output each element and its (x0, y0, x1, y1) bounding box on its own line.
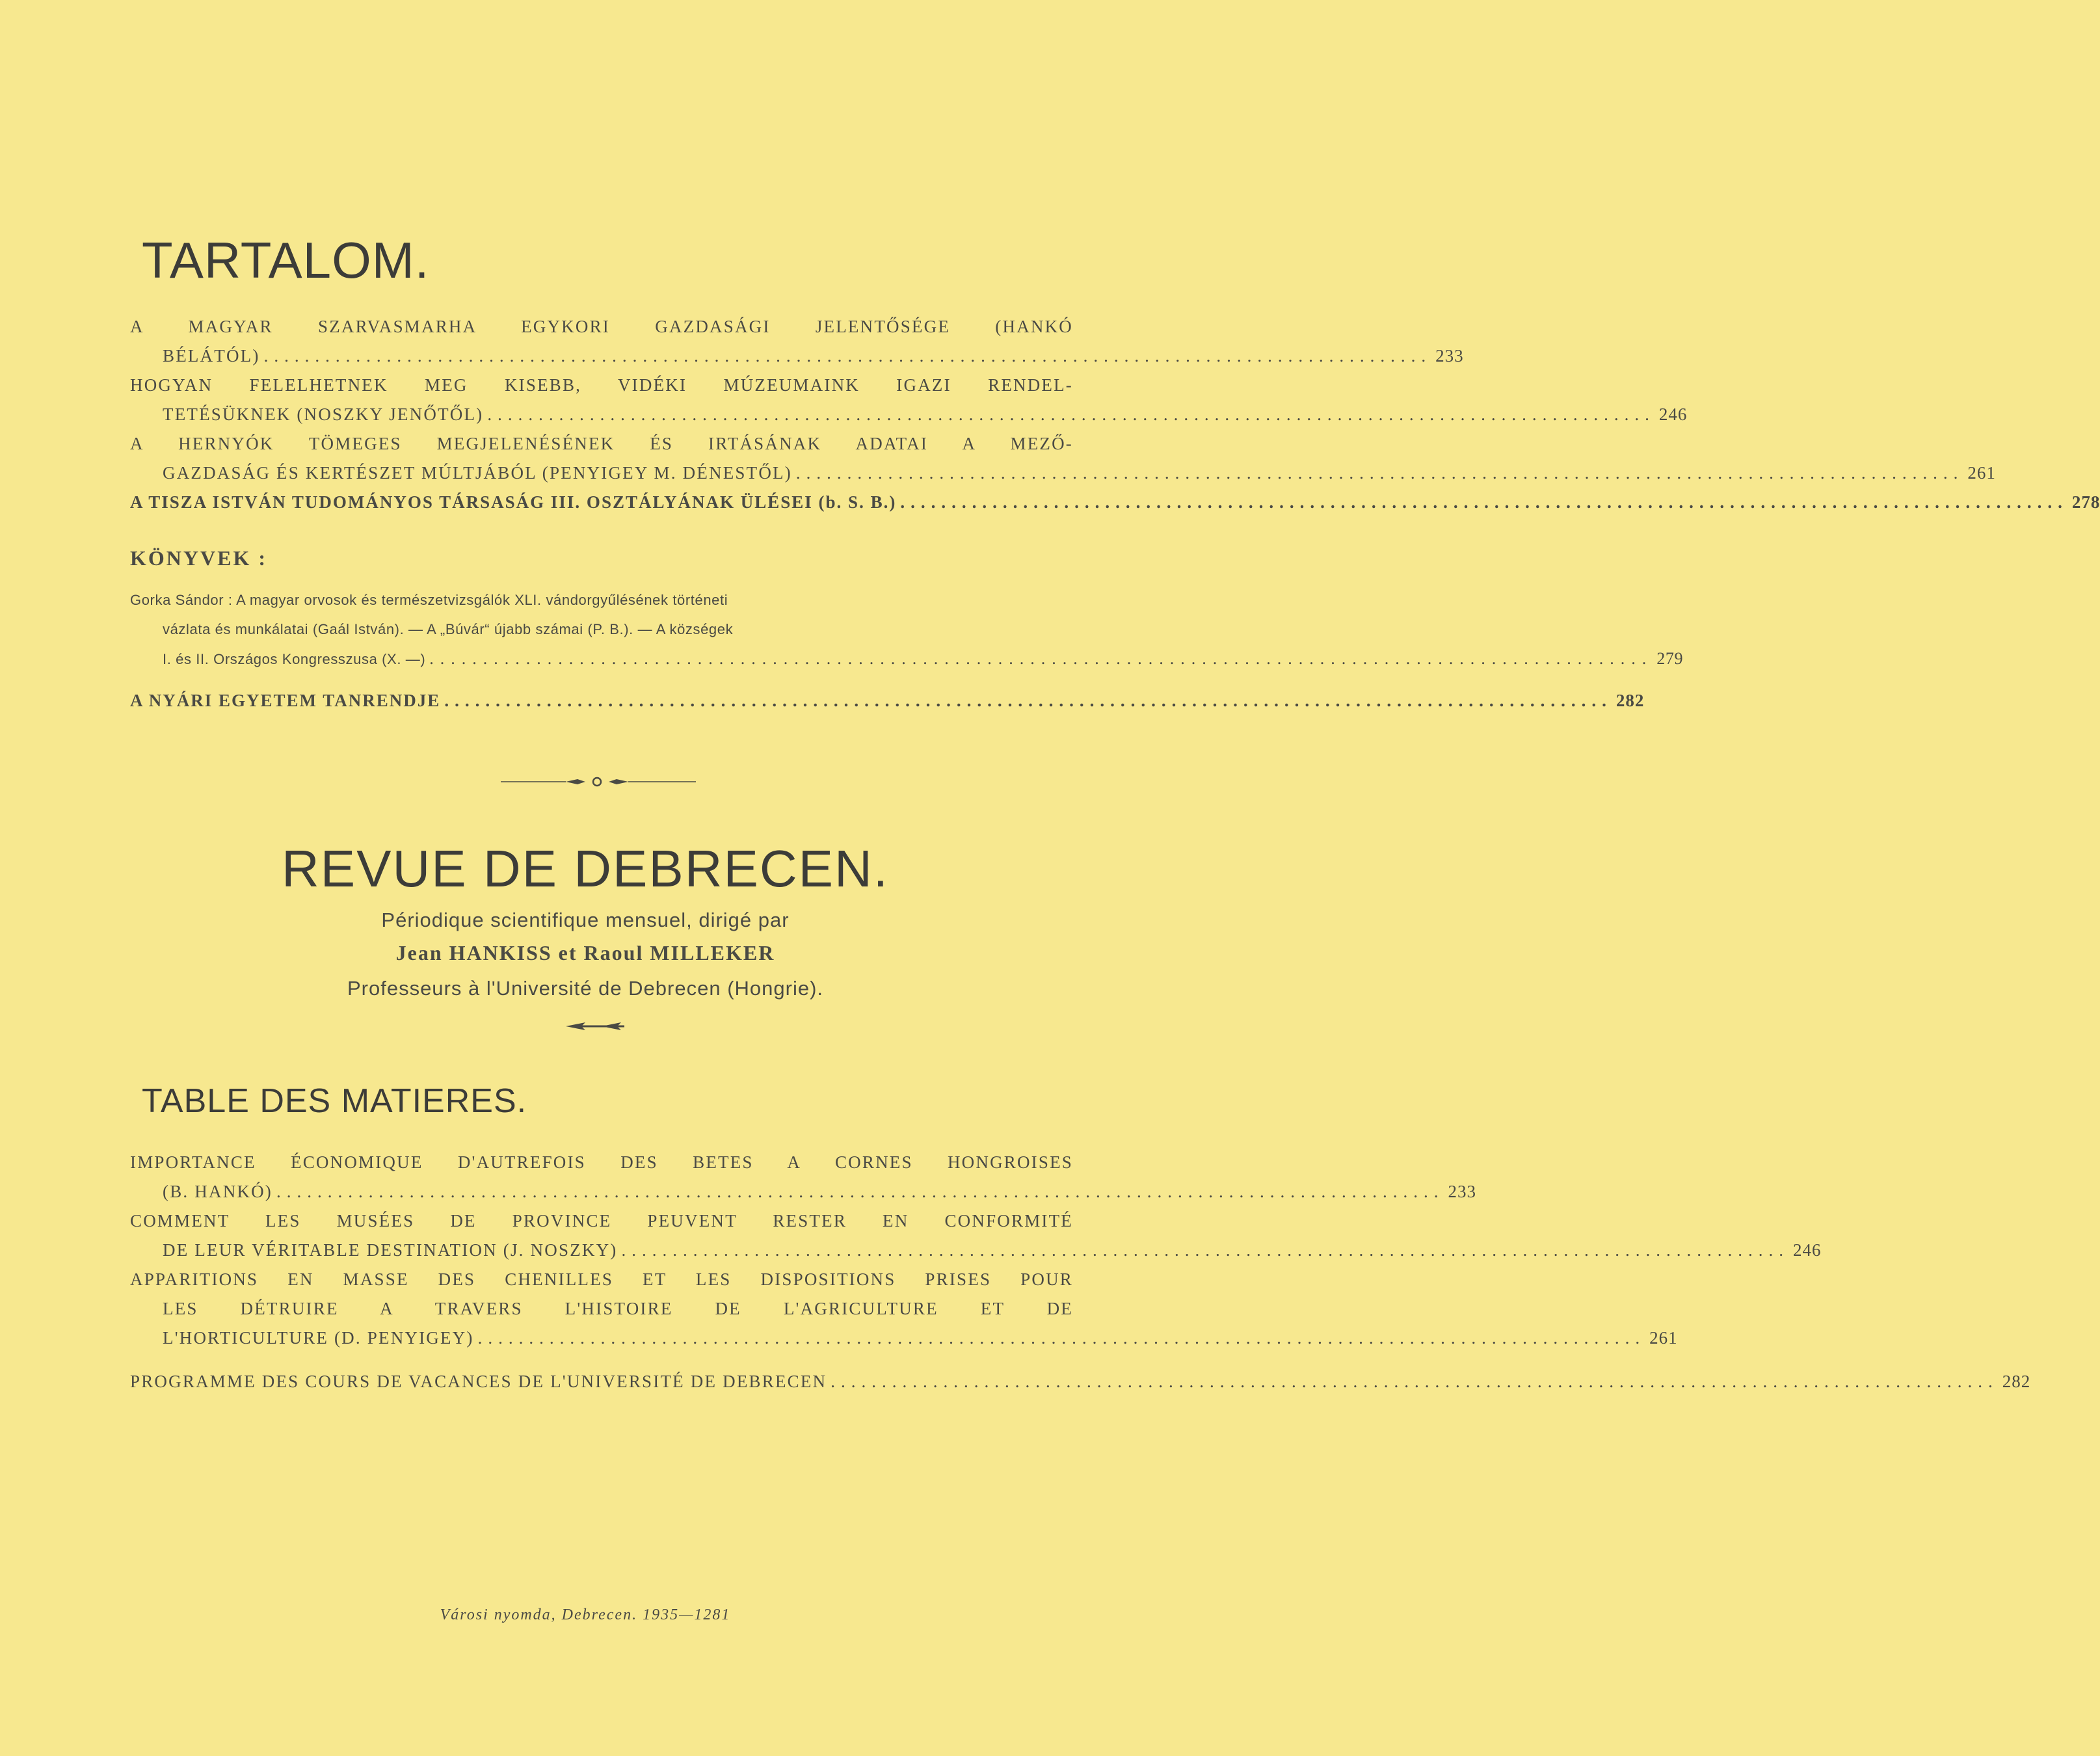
table-title: TABLE DES MATIERES. (142, 1082, 527, 1120)
toc-entry (130, 429, 1996, 488)
toc-entry-lead (130, 1324, 1678, 1353)
toc-entry-lead (130, 1367, 2031, 1396)
page-number: 261 (1967, 463, 1996, 483)
toc-entry (130, 1206, 1822, 1265)
toc-entry-line: TETÉSÜKNEK (NOSZKY JENŐTŐL) (163, 405, 484, 424)
books-entry-line: I. és II. Országos Kongresszusa (X. —) (163, 651, 426, 667)
toc-entry-lead (130, 686, 1645, 715)
hungarian-toc (130, 312, 2100, 517)
books-entry-line: Gorka Sándor : A magyar orvosok és természetvizsgálók XLI. vándorgyűlésének történeti (130, 592, 728, 608)
leader-dots: .................................................................................................................. (444, 691, 1612, 710)
leader-dots: .................................................................................................................. (831, 1372, 1999, 1391)
ornament-divider (501, 775, 696, 788)
toc-entry (130, 1265, 1678, 1353)
toc-entry (130, 1148, 1476, 1206)
toc-entry-lead (130, 341, 1464, 371)
page-number: 279 (1656, 649, 1684, 668)
toc-entry-lead (130, 488, 2100, 517)
books-entry-line: vázlata és munkálatai (Gaál István). — A „Búvár“ újabb számai (P. B.). — A községek (163, 621, 734, 637)
toc-entry (130, 312, 1464, 371)
toc-entry-lead (130, 459, 1996, 488)
books-heading: KÖNYVEK : (130, 546, 267, 570)
toc-entry-line: DE LEUR VÉRITABLE DESTINATION (J. NOSZKY) (163, 1240, 618, 1260)
books-entry-lead (130, 644, 1684, 674)
toc-entry-line: (B. HANKÓ) (163, 1182, 272, 1201)
page-number: 261 (1649, 1328, 1678, 1348)
revue-affiliation: Professeurs à l'Université de Debrecen (Hongrie). (347, 977, 824, 1000)
revue-subtitle: Périodique scientifique mensuel, dirigé par (381, 909, 790, 931)
page-number: 233 (1448, 1182, 1476, 1201)
leader-dots: .................................................................................................................. (900, 492, 2068, 512)
revue-editors: Jean HANKISS et Raoul MILLEKER (395, 941, 775, 964)
toc-entry-lead (130, 1177, 1476, 1206)
leader-dots: .................................................................................................................. (795, 463, 1964, 483)
toc-entry-line: A HERNYÓK TÖMEGES MEGJELENÉSÉNEK ÉS IRTÁSÁNAK ADATAI A MEZŐ- (130, 434, 1073, 453)
toc-entry-line: LES DÉTRUIRE A TRAVERS L'HISTOIRE DE L'AGRICULTURE ET DE (163, 1299, 1073, 1318)
ornament-divider (566, 1020, 637, 1033)
toc-entry-line: GAZDASÁG ÉS KERTÉSZET MÚLTJÁBÓL (PENYIGEY M. DÉNESTŐL) (163, 463, 792, 483)
toc-entry-line: COMMENT LES MUSÉES DE PROVINCE PEUVENT RESTER EN CONFORMITÉ (130, 1211, 1073, 1231)
leader-dots: .................................................................................................................. (621, 1240, 1789, 1260)
printer-imprint: Városi nyomda, Debrecen. 1935—1281 (440, 1606, 731, 1623)
toc-entry-line: A NYÁRI EGYETEM TANRENDJE (130, 691, 441, 710)
toc-entry-lead (130, 400, 1688, 429)
leader-dots: .................................................................................................................. (276, 1182, 1444, 1201)
toc-title: TARTALOM. (142, 232, 430, 289)
page-number: 233 (1435, 346, 1464, 366)
toc-entry (130, 371, 1688, 429)
toc-entry-line: APPARITIONS EN MASSE DES CHENILLES ET LES DISPOSITIONS PRISES POUR (130, 1270, 1073, 1289)
nyari-toc (130, 686, 1645, 715)
toc-entry-lead (130, 1236, 1822, 1265)
page-number: 282 (2002, 1372, 2031, 1391)
french-toc (130, 1148, 2031, 1396)
toc-entry-line: A TISZA ISTVÁN TUDOMÁNYOS TÁRSASÁG III. OSZTÁLYÁNAK ÜLÉSEI (b. S. B.) (130, 492, 897, 512)
revue-title: REVUE DE DEBRECEN. (282, 840, 889, 898)
leader-dots: .................................................................................................................. (429, 649, 1653, 668)
page-number: 246 (1658, 405, 1688, 424)
page-number: 246 (1792, 1240, 1822, 1260)
page-number: 278 (2071, 492, 2100, 512)
toc-entry (130, 1367, 2031, 1396)
leader-dots: .................................................................................................................. (263, 346, 1432, 366)
toc-entry (130, 488, 2100, 517)
toc-entry-line: IMPORTANCE ÉCONOMIQUE D'AUTREFOIS DES BETES A CORNES HONGROISES (130, 1152, 1073, 1172)
toc-entry-line: A MAGYAR SZARVASMARHA EGYKORI GAZDASÁGI JELENTŐSÉGE (HANKÓ (130, 317, 1073, 336)
toc-entry-line: BÉLÁTÓL) (163, 346, 260, 366)
leader-dots: .................................................................................................................. (487, 405, 1655, 424)
leader-dots: .................................................................................................................. (477, 1328, 1646, 1348)
page-number: 282 (1615, 691, 1645, 710)
toc-entry (130, 686, 1645, 715)
toc-entry-line: PROGRAMME DES COURS DE VACANCES DE L'UNIVERSITÉ DE DEBRECEN (130, 1372, 827, 1391)
books-entry (130, 585, 1684, 674)
toc-entry-line: L'HORTICULTURE (D. PENYIGEY) (163, 1328, 474, 1348)
toc-entry-line: HOGYAN FELELHETNEK MEG KISEBB, VIDÉKI MÚZEUMAINK IGAZI RENDEL- (130, 375, 1073, 395)
